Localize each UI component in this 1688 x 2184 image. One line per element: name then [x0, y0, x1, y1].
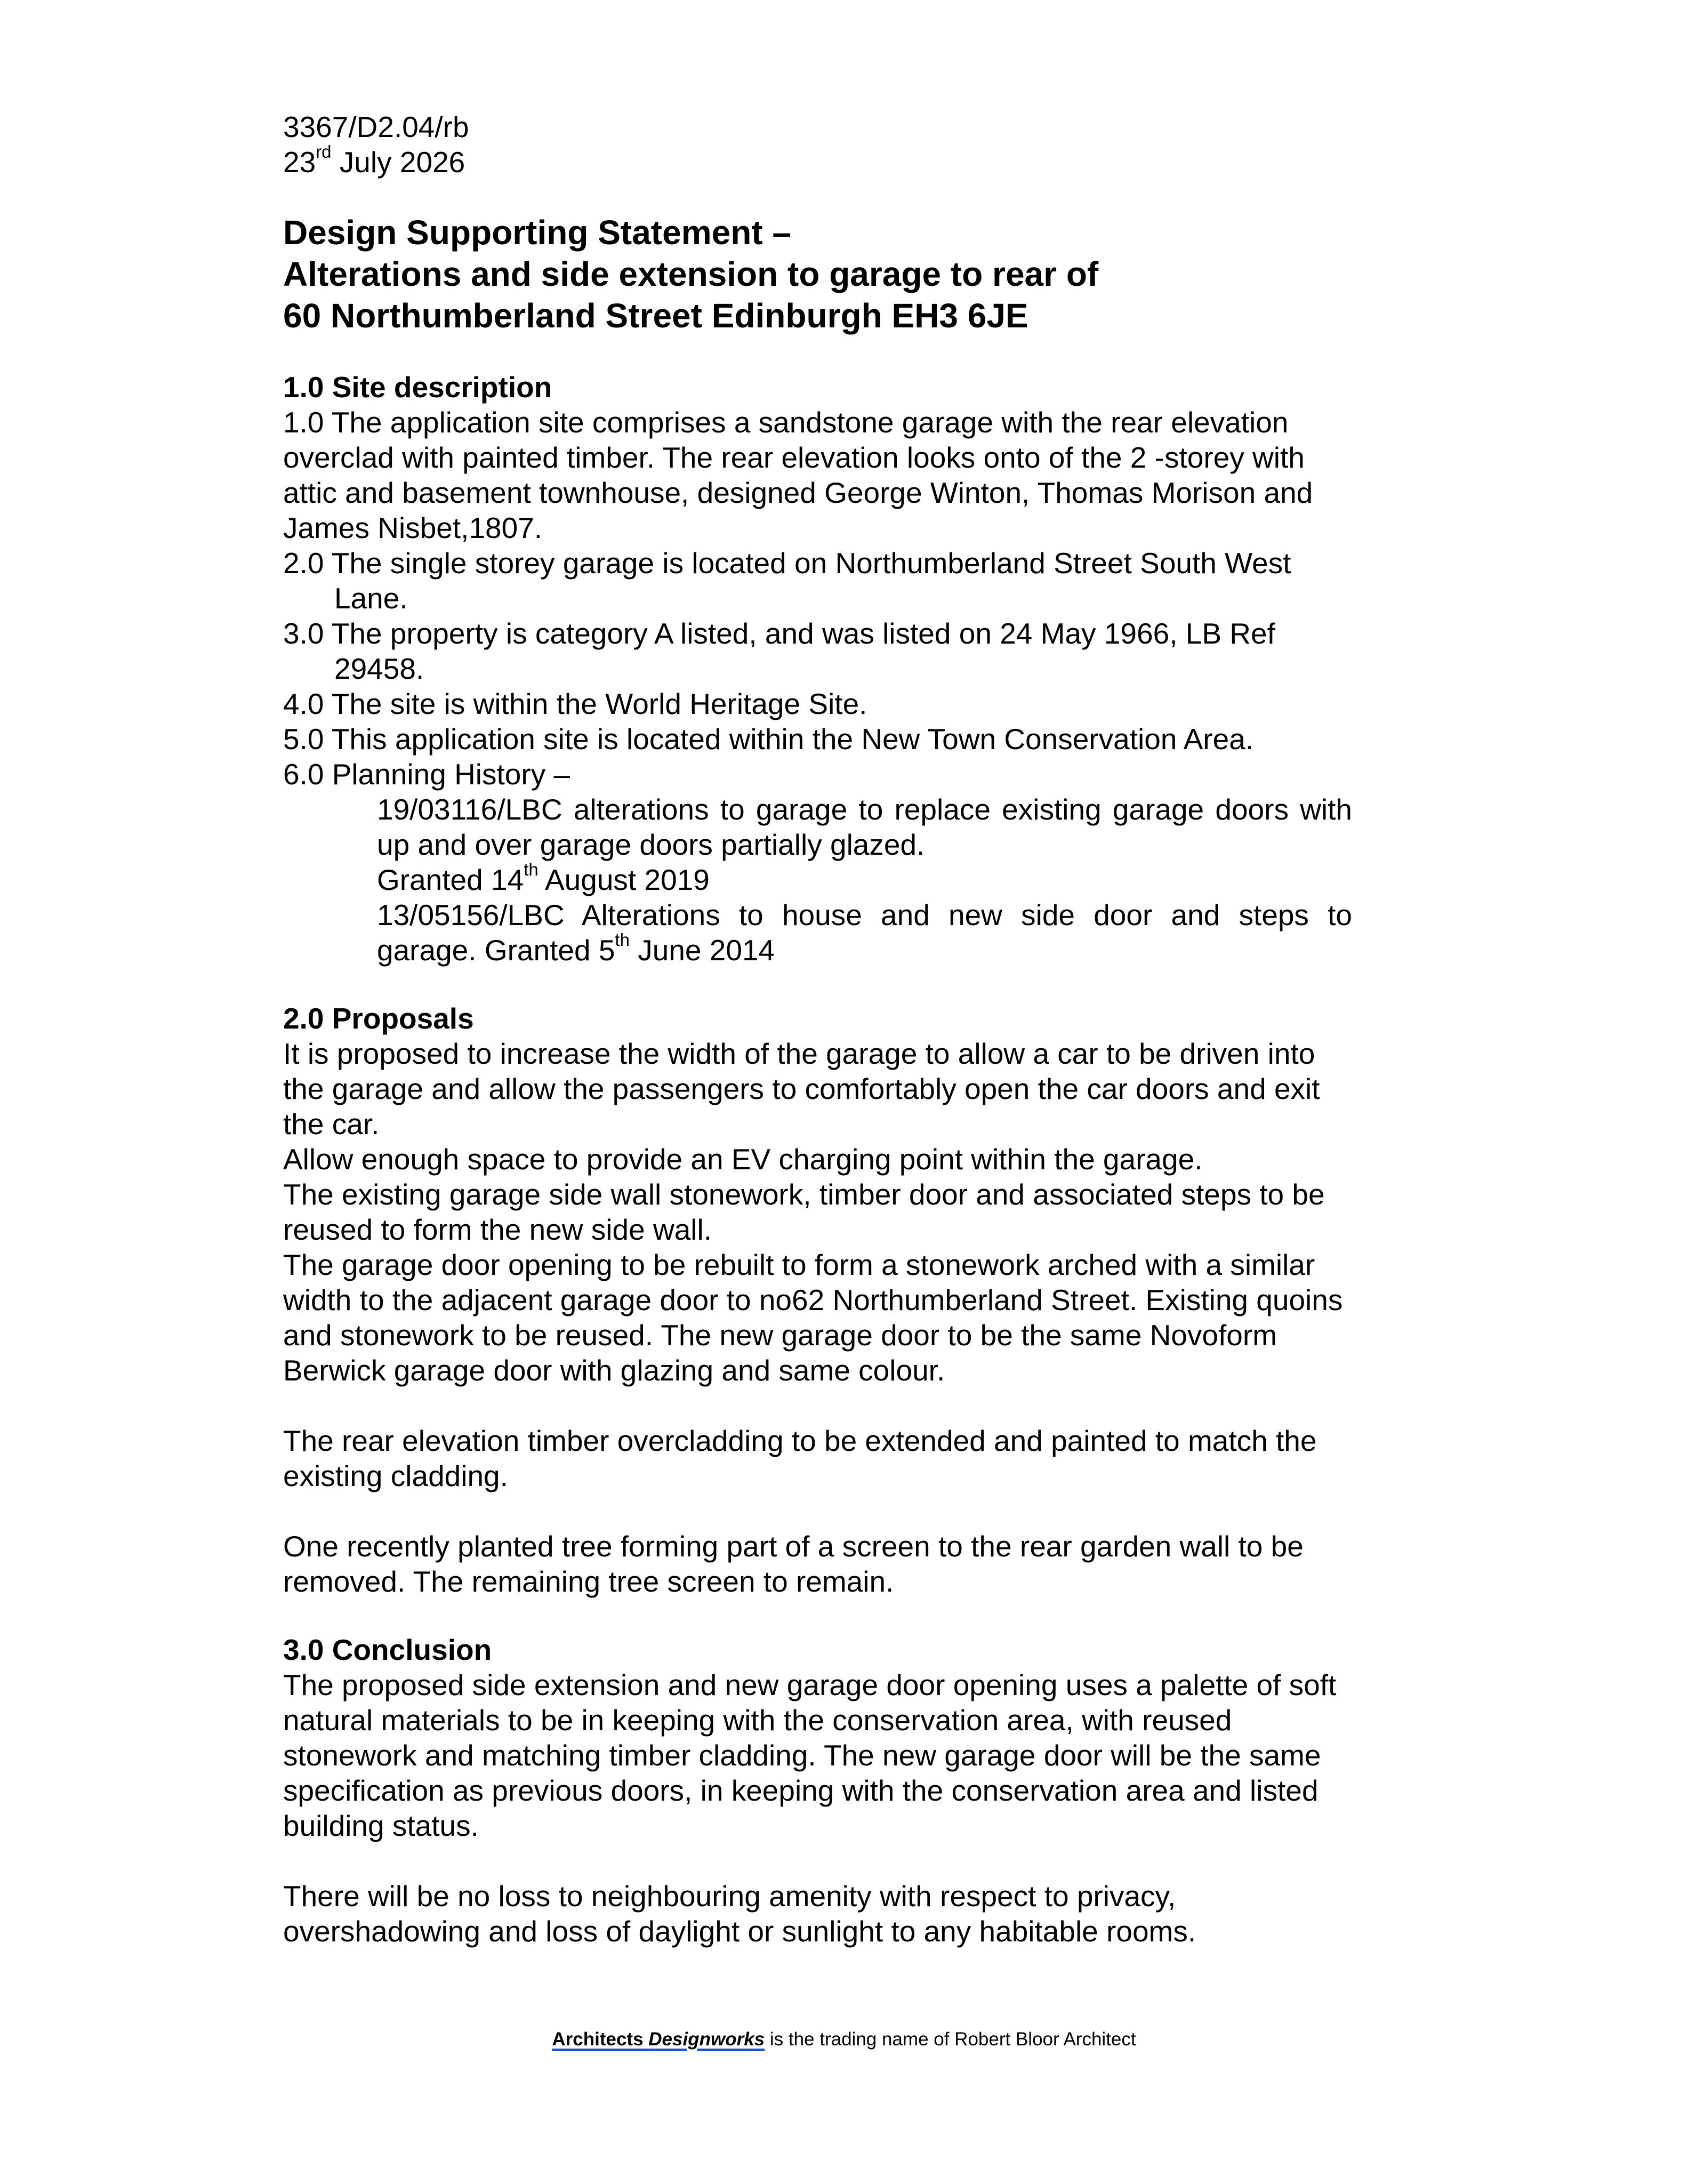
site-description-item-5: 5.0 This application site is located within the New Town Conservation Area. — [283, 722, 1254, 756]
proposals-para-1: It is proposed to increase the width of the garage to allow a car to be driven into the garage and allow the passengers to comfortably open the car doors and exit the car. — [283, 1037, 1320, 1141]
date-day: 23 — [283, 146, 316, 179]
site-description-item-3: 3.0 The property is category A listed, and was listed on 24 May 1966, LB Ref 29458. — [283, 617, 1275, 685]
planning-history-entry-1: 19/03116/LBC alterations to garage to replace existing garage doors with up and over garage doors partially glazed. — [377, 793, 1352, 861]
footer-brand-link[interactable] — [552, 2029, 765, 2050]
entry2-suffix: th — [615, 929, 630, 950]
proposals-para-2: Allow enough space to provide an EV charging point within the garage. — [283, 1143, 1203, 1176]
reference-block — [283, 109, 1352, 180]
title-line-3: 60 Northumberland Street Edinburgh EH3 6JE — [283, 296, 1028, 335]
entry2-text: 13/05156/LBC Alterations to house and new side door and steps to garage. Granted 5 — [377, 898, 1352, 967]
conclusion-para-1: The proposed side extension and new garage door opening uses a palette of soft natural materials to be in keeping with the conservation area, with reused stonework and matching timber cladding. The new garage door will be the same specification as previous doors, in keeping with the conservation area and listed building status. — [283, 1668, 1337, 1842]
document-title — [283, 212, 1352, 336]
planning-history-entry-1-granted — [377, 859, 1352, 897]
granted-prefix: Granted 14 — [377, 863, 524, 896]
granted-suffix: th — [524, 859, 538, 879]
document-body — [283, 109, 1352, 1949]
proposals-para-6: One recently planted tree forming part of a screen to the rear garden wall to be removed. The remaining tree screen to remain. — [283, 1530, 1304, 1598]
granted-rest: August 2019 — [538, 863, 710, 896]
proposals-para-3: The existing garage side wall stonework, timber door and associated steps to be reused to form the new side wall. — [283, 1178, 1325, 1246]
conclusion-para-2: There will be no loss to neighbouring amenity with respect to privacy, overshadowing and loss of daylight or sunlight to any habitable rooms. — [283, 1880, 1196, 1948]
title-line-2: Alterations and side extension to garage to rear of — [283, 255, 1099, 293]
footer-brand-plain: Architects — [552, 2029, 649, 2050]
site-description-item-4: 4.0 The site is within the World Heritage Site. — [283, 687, 867, 720]
site-description-item-6: 6.0 Planning History – — [283, 758, 570, 791]
page-footer — [0, 2028, 1688, 2051]
date-suffix: rd — [316, 141, 332, 162]
proposals-para-5: The rear elevation timber overcladding to be extended and painted to match the existing cladding. — [283, 1424, 1317, 1492]
paragraph-gap — [283, 1843, 1352, 1878]
proposals-heading: 2.0 Proposals — [283, 1002, 474, 1035]
planning-history — [283, 792, 1352, 968]
site-description-heading: 1.0 Site description — [283, 371, 552, 404]
site-description-item-1: 1.0 The application site comprises a sandstone garage with the rear elevation overclad with painted timber. The rear elevation looks onto of the 2 -storey with attic and basement townhouse, designed George Winton, Thomas Morison and James Nisbet,1807. — [283, 406, 1313, 544]
footer-brand-italic: Designworks — [648, 2029, 765, 2050]
document-date — [283, 141, 1352, 180]
conclusion-heading: 3.0 Conclusion — [283, 1633, 492, 1666]
entry2-rest: June 2014 — [629, 934, 775, 967]
planning-history-entry-2 — [377, 897, 1352, 968]
site-description-item-2: 2.0 The single storey garage is located on Northumberland Street South West Lane. — [283, 547, 1291, 615]
proposals-para-4: The garage door opening to be rebuilt to form a stonework arched with a similar width to the adjacent garage door to no62 Northumberland Street. Existing quoins and stonework to be reused. The new garage door to be the same Novoform Berwick garage door with glazing and same colour. — [283, 1248, 1343, 1387]
title-line-1: Design Supporting Statement – — [283, 213, 791, 252]
paragraph-gap — [283, 1388, 1352, 1423]
footer-trading-name: is the trading name of Robert Bloor Architect — [765, 2029, 1136, 2050]
paragraph-gap — [283, 1494, 1352, 1529]
date-rest: July 2026 — [331, 146, 465, 179]
reference-number: 3367/D2.04/rb — [283, 110, 469, 143]
